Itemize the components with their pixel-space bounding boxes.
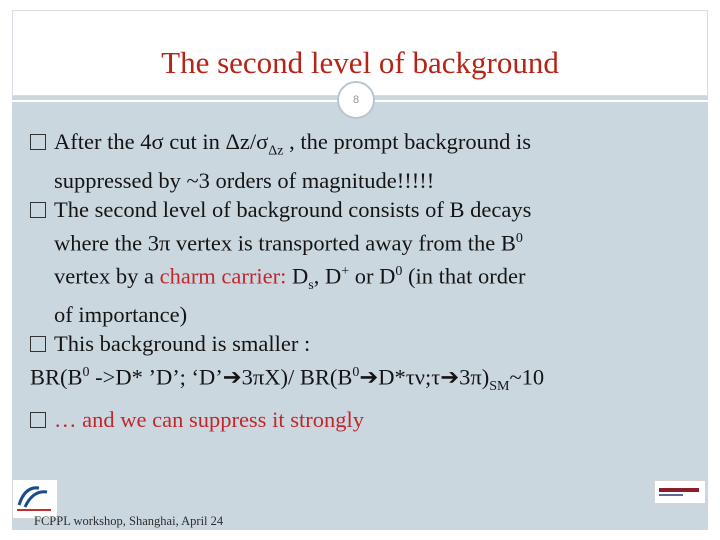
slide-title: The second level of background (161, 45, 559, 80)
footer-text: FCPPL workshop, Shanghai, April 24 (34, 514, 224, 528)
institution-logo-left (12, 479, 58, 519)
divider-line-right (375, 100, 708, 102)
institution-logo-left-graphic (13, 480, 57, 518)
bullet-2-line-2: where the 3π vertex is transported away from the $B^0$ (54, 230, 523, 255)
checkbox-bullet-icon (30, 202, 46, 218)
checkbox-bullet-icon (30, 412, 46, 428)
slide-body (30, 127, 700, 434)
bullet-4-line-1: … and we can suppress it strongly (30, 405, 700, 434)
bullet-3-line-1: This background is smaller : (30, 329, 700, 358)
checkbox-bullet-icon (30, 336, 46, 352)
institution-logo-right-graphic (655, 481, 705, 503)
page-number: 8 (337, 81, 375, 119)
divider-line-left (12, 100, 337, 102)
bullet-1-line-2: suppressed by ~3 orders of magnitude!!!!! (54, 167, 435, 193)
checkbox-bullet-icon (30, 134, 46, 150)
bullet-2-line-4: of importance) (54, 302, 188, 327)
institution-logo-right (654, 480, 706, 504)
bullet-3-line-2: $BR(B^0$ ->D* ’D’; ‘D’➔3πX)/ $BR(B^0➔D*\tau\nu;\tau➔3\pi)_{SM}\sim 10$ (30, 364, 545, 394)
bullet-2-line-1: The second level of background consists of B decays (30, 195, 700, 224)
bullet-2-line-3: vertex by a charm carrier: $D_s$, D+ or $D^0$ (in that order (54, 263, 526, 293)
bullet-1-line-1: After the 4σ cut in $\Delta z/\sigma_{\Delta z}$ , the prompt background is (30, 127, 700, 166)
